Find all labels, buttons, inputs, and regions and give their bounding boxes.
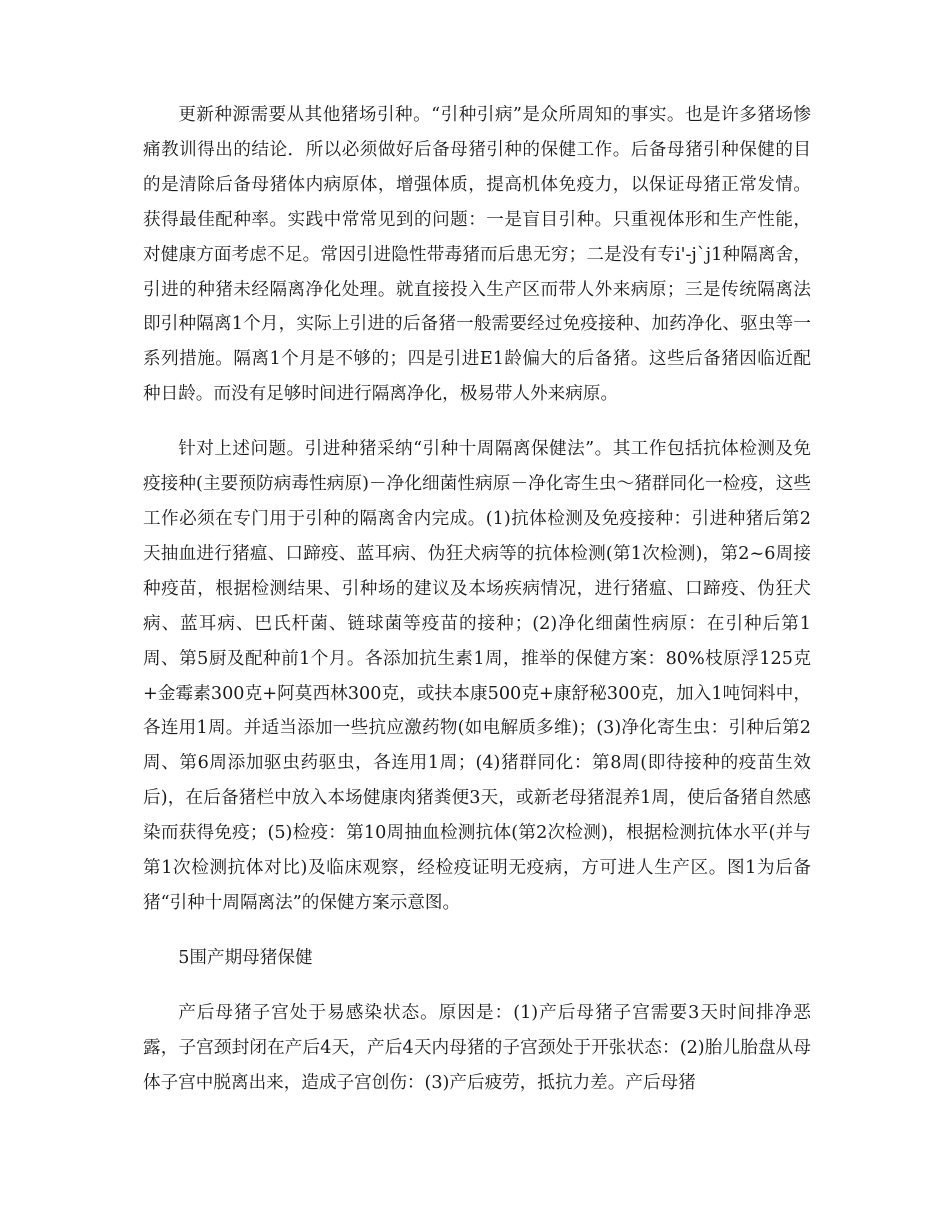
paragraph-postpartum-uterus: 产后母猪子宫处于易感染状态。原因是：(1)产后母猪子宫需要3天时间排净恶露，子宫颈封闭在产后4天，产后4天内母猪的子宫颈处于开张状态：(2)胎儿胎盘从母体子宫中脱离出来，造成子宫创伤：(3)产后疲劳，抵抗力差。产后母猪 [143,1002,811,1093]
paragraph-ten-week-isolation: 针对上述问题。引进种猪采纳“引种十周隔离保健法”。其工作包括抗体检测及免疫接种(主要预防病毒性病原)－净化细菌性病原－净化寄生虫～猪群同化一检疫，这些工作必须在专门用于引种的隔离舍内完成。(1)抗体检测及免疫接种：引进种猪后第2天抽血进行猪瘟、口蹄疫、蓝耳病、伪狂犬病等的抗体检测(第1次检测)，第2~6周接种疫苗，根据检测结果、引种场的建议及本场疾病情况，进行猪瘟、口蹄疫、伪狂犬病、蓝耳病、巴氏杆菌、链球菌等疫苗的接种；(2)净化细菌性病原：在引种后第1周、第5厨及配种前1个月。各添加抗生素1周，推举的保健方案：80%枝原浮125克+金霉素300克+阿莫西林300克，或扶本康500克+康舒秘300克，加入1吨饲料中，各连用1周。并适当添加一些抗应激药物(如电解质多维)；(3)净化寄生虫：引种后第2周、第6周添加驱虫药驱虫，各连用1周；(4)猪群同化：第8周(即待接种的疫苗生效后)，在后备猪栏中放入本场健康肉猪粪便3天，或新老母猪混养1周，使后备猪自然感染而获得免疫；(5)检疫：第10周抽血检测抗体(第2次检测)，根据检测抗体水平(并与第1次检测抗体对比)及临床观察，经检疫证明无疫病，方可进人生产区。图1为后备猪“引种十周隔离法”的保健方案示意图。 [143,439,811,913]
document-body [143,98,811,1120]
paragraph-import-breeding: 更新种源需要从其他猪场引种。“引种引病”是众所周知的事实。也是许多猪场惨痛教训得出的结论．所以必须做好后备母猪引种的保健工作。后备母猪引种保健的目的是清除后备母猪体内病原体，增强体质，提高机体免疫力，以保证母猪正常发情。获得最佳配种率。实践中常常见到的问题：一是盲目引种。只重视体形和生产性能，对健康方面考虑不足。常因引进隐性带毒猪而后患无穷；二是没有专i'-j`j1种隔离舍，引进的种猪未经隔离净化处理。就直接投入生产区而带人外来病原；三是传统隔离法即引种隔离1个月，实际上引进的后备猪一般需要经过免疫接种、加药净化、驱虫等一系列措施。隔离1个月是不够的；四是引进E1龄偏大的后备猪。这些后备猪因临近配种日龄。而没有足够时间进行隔离净化，极易带人外来病原。 [143,105,811,405]
section-heading-perinatal-sow-care: 5围产期母猪保健 [178,947,313,968]
